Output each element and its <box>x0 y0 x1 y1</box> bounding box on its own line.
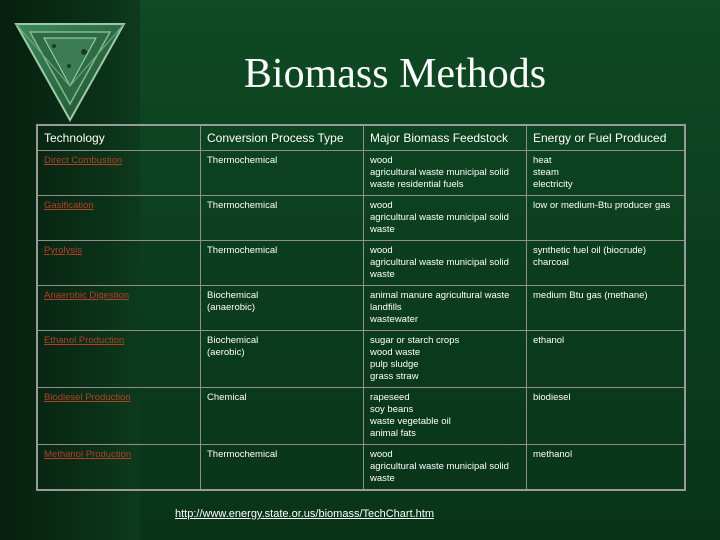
energy-cell-line: medium Btu gas (methane) <box>533 290 648 301</box>
table-row <box>37 286 685 331</box>
process-cell-line: Thermochemical <box>207 245 278 256</box>
table-row <box>37 445 685 491</box>
energy-cell-line: heat <box>533 155 552 166</box>
process-cell <box>201 388 364 445</box>
process-cell-line: Thermochemical <box>207 200 278 211</box>
process-cell <box>201 331 364 388</box>
table-row <box>37 241 685 286</box>
feedstock-cell-line: wood waste <box>370 347 421 358</box>
technology-cell <box>37 331 201 388</box>
energy-cell-line: charcoal <box>533 257 569 268</box>
process-cell <box>201 286 364 331</box>
technology-link[interactable]: Methanol Production <box>44 449 132 460</box>
header-feedstock: Major Biomass Feedstock <box>364 125 527 151</box>
energy-cell-line: steam <box>533 167 559 178</box>
process-cell <box>201 241 364 286</box>
process-cell-line: Biochemical <box>207 290 259 301</box>
technology-cell <box>37 388 201 445</box>
table-header-row <box>37 125 685 151</box>
energy-cell <box>527 151 686 196</box>
feedstock-cell <box>364 331 527 388</box>
header-energy: Energy or Fuel Produced <box>527 125 686 151</box>
energy-cell-line: methanol <box>533 449 573 460</box>
feedstock-cell-line: wood <box>370 200 393 211</box>
table-row <box>37 151 685 196</box>
process-cell-line: Chemical <box>207 392 247 403</box>
energy-cell <box>527 286 686 331</box>
process-cell-line: (anaerobic) <box>207 302 256 313</box>
table-row <box>37 196 685 241</box>
feedstock-cell <box>364 286 527 331</box>
feedstock-cell <box>364 196 527 241</box>
energy-cell-line: ethanol <box>533 335 565 346</box>
feedstock-cell-line: wastewater <box>370 314 419 325</box>
feedstock-cell-line: wood <box>370 155 393 166</box>
feedstock-cell-line: wood <box>370 449 393 460</box>
feedstock-cell-line: waste vegetable oil <box>370 416 451 427</box>
technology-link[interactable]: Biodiesel Production <box>44 392 131 403</box>
energy-cell <box>527 331 686 388</box>
energy-cell-line: synthetic fuel oil (biocrude) <box>533 245 646 256</box>
technology-cell <box>37 151 201 196</box>
process-cell-line: (aerobic) <box>207 347 245 358</box>
feedstock-cell <box>364 241 527 286</box>
energy-cell-line: low or medium-Btu producer gas <box>533 200 671 211</box>
feedstock-cell-line: rapeseed <box>370 392 410 403</box>
feedstock-cell-line: agricultural waste municipal solid waste <box>370 212 509 235</box>
technology-link[interactable]: Anaerobic Digestion <box>44 290 130 301</box>
feedstock-cell <box>364 445 527 491</box>
energy-cell <box>527 388 686 445</box>
process-cell-line: Biochemical <box>207 335 259 346</box>
technology-link[interactable]: Ethanol Production <box>44 335 125 346</box>
energy-cell-line: biodiesel <box>533 392 571 403</box>
page-title: Biomass Methods <box>243 51 547 97</box>
feedstock-cell-line: agricultural waste municipal solid waste residential fuels <box>370 167 509 190</box>
biomass-table <box>36 124 686 491</box>
header-technology: Technology <box>37 125 201 151</box>
energy-cell <box>527 241 686 286</box>
table-row <box>37 331 685 388</box>
process-cell-line: Thermochemical <box>207 155 278 166</box>
feedstock-cell-line: soy beans <box>370 404 414 415</box>
feedstock-cell-line: agricultural waste municipal solid waste <box>370 257 509 280</box>
technology-cell <box>37 445 201 491</box>
table-row <box>37 388 685 445</box>
process-cell <box>201 151 364 196</box>
source-link[interactable]: http://www.energy.state.or.us/biomass/TechChart.htm <box>175 508 435 520</box>
technology-cell <box>37 286 201 331</box>
feedstock-cell-line: animal manure agricultural waste landfills <box>370 290 510 313</box>
technology-link[interactable]: Pyrolysis <box>44 245 83 256</box>
technology-cell <box>37 196 201 241</box>
header-process-type: Conversion Process Type <box>201 125 364 151</box>
feedstock-cell <box>364 151 527 196</box>
feedstock-cell <box>364 388 527 445</box>
technology-cell <box>37 241 201 286</box>
feedstock-cell-line: sugar or starch crops <box>370 335 460 346</box>
process-cell-line: Thermochemical <box>207 449 278 460</box>
process-cell <box>201 445 364 491</box>
feedstock-cell-line: grass straw <box>370 371 419 382</box>
process-cell <box>201 196 364 241</box>
feedstock-cell-line: animal fats <box>370 428 416 439</box>
energy-cell-line: electricity <box>533 179 573 190</box>
feedstock-cell-line: agricultural waste municipal solid waste <box>370 461 509 484</box>
feedstock-cell-line: wood <box>370 245 393 256</box>
energy-cell <box>527 196 686 241</box>
feedstock-cell-line: pulp sludge <box>370 359 419 370</box>
technology-link[interactable]: Direct Combustion <box>44 155 123 166</box>
energy-cell <box>527 445 686 491</box>
technology-link[interactable]: Gasification <box>44 200 94 211</box>
